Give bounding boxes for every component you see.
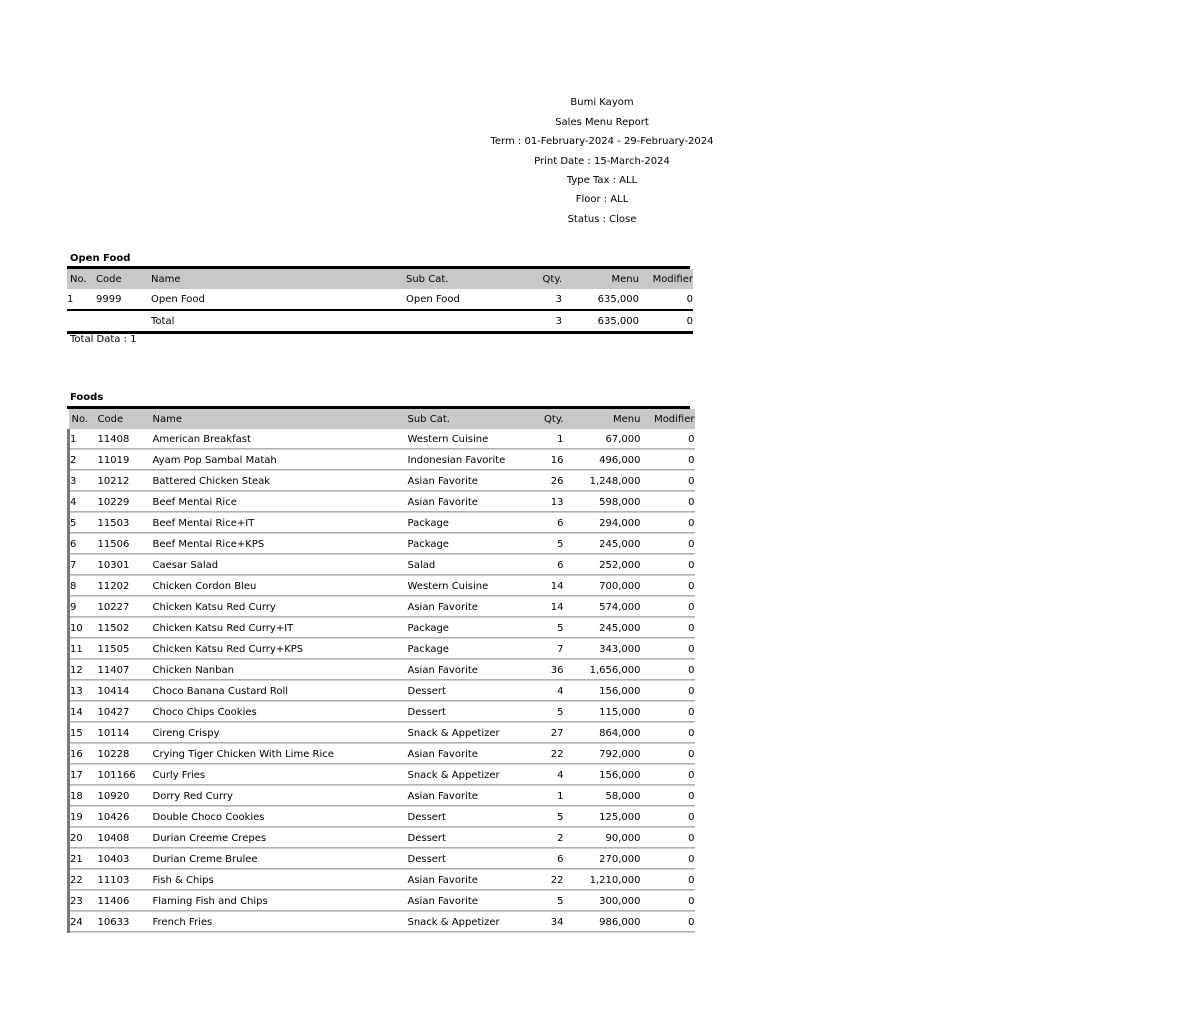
cell-name: Beef Mentai Rice (153, 492, 408, 513)
cell-menu: 496,000 (564, 450, 641, 471)
cell-qty: 6 (521, 849, 564, 870)
cell-menu: 986,000 (564, 912, 641, 933)
table-row (69, 618, 695, 639)
cell-no: 21 (69, 849, 98, 870)
cell-menu: 1,248,000 (564, 471, 641, 492)
cell-name: Cireng Crispy (153, 723, 408, 744)
cell-modifier: 0 (641, 492, 695, 513)
cell-name: Beef Mentai Rice+KPS (153, 534, 408, 555)
cell-menu: 270,000 (564, 849, 641, 870)
cell-modifier: 0 (641, 891, 695, 912)
cell-code: 10114 (98, 723, 153, 744)
cell-code: 11202 (98, 576, 153, 597)
cell-qty: 5 (521, 618, 564, 639)
cell-code: 11505 (98, 639, 153, 660)
col-code: Code (97, 413, 124, 425)
cell-modifier: 0 (641, 555, 695, 576)
cell-sub-cat: Dessert (408, 807, 521, 828)
print-date: Print Date : 15-March-2024 (534, 156, 670, 167)
cell-code: 10427 (98, 702, 153, 723)
cell-qty: 5 (521, 534, 564, 555)
cell-no: 7 (69, 555, 98, 576)
table-row (69, 744, 695, 765)
cell-sub-cat: Asian Favorite (408, 786, 521, 807)
col-modifier: Modifier (654, 413, 695, 425)
open-food-title: Open Food (70, 253, 131, 264)
col-name: Name (151, 273, 181, 285)
table-row (69, 660, 695, 681)
cell-code: 10212 (98, 471, 153, 492)
cell-modifier: 0 (686, 293, 693, 305)
cell-no: 3 (69, 471, 98, 492)
cell-sub-cat: Snack & Appetizer (408, 912, 521, 933)
cell-menu: 1,656,000 (564, 660, 641, 681)
foods-title: Foods (70, 392, 104, 403)
table-row (69, 492, 695, 513)
cell-name: Choco Chips Cookies (153, 702, 408, 723)
cell-name: Choco Banana Custard Roll (153, 681, 408, 702)
cell-no: 6 (69, 534, 98, 555)
cell-no: 23 (69, 891, 98, 912)
cell-qty: 14 (521, 576, 564, 597)
cell-no: 24 (69, 912, 98, 933)
cell-code: 10227 (98, 597, 153, 618)
cell-modifier: 0 (641, 534, 695, 555)
col-qty: Qty. (542, 273, 562, 285)
col-code: Code (96, 273, 122, 285)
cell-no: 1 (67, 293, 74, 305)
cell-modifier: 0 (641, 744, 695, 765)
cell-modifier: 0 (641, 681, 695, 702)
table-row (69, 807, 695, 828)
cell-sub-cat: Package (408, 639, 521, 660)
cell-sub-cat: Snack & Appetizer (408, 723, 521, 744)
cell-qty: 36 (521, 660, 564, 681)
cell-menu: 294,000 (564, 513, 641, 534)
cell-qty: 27 (521, 723, 564, 744)
cell-code: 10426 (98, 807, 153, 828)
cell-sub-cat: Asian Favorite (408, 744, 521, 765)
table-row (69, 828, 695, 849)
table-row (69, 429, 695, 450)
report-header (0, 0, 768, 240)
cell-modifier: 0 (641, 786, 695, 807)
cell-qty: 16 (521, 450, 564, 471)
cell-qty: 1 (521, 429, 564, 450)
cell-no: 20 (69, 828, 98, 849)
cell-modifier: 0 (641, 660, 695, 681)
table-row (69, 723, 695, 744)
company-name: Bumi Kayom (570, 97, 634, 108)
cell-name: Crying Tiger Chicken With Lime Rice (153, 744, 408, 765)
table-row (69, 681, 695, 702)
cell-menu: 792,000 (564, 744, 641, 765)
cell-modifier: 0 (641, 429, 695, 450)
col-sub-cat: Sub Cat. (407, 413, 450, 425)
cell-sub-cat: Asian Favorite (408, 471, 521, 492)
cell-no: 11 (69, 639, 98, 660)
cell-no: 8 (69, 576, 98, 597)
cell-sub-cat: Snack & Appetizer (408, 765, 521, 786)
cell-no: 18 (69, 786, 98, 807)
status-filter: Status : Close (567, 214, 637, 225)
cell-no: 16 (69, 744, 98, 765)
cell-sub-cat: Asian Favorite (408, 597, 521, 618)
table-row (67, 289, 693, 310)
report-term: Term : 01-February-2024 - 29-February-2024 (490, 136, 714, 147)
cell-modifier: 0 (641, 828, 695, 849)
cell-qty: 7 (521, 639, 564, 660)
cell-sub-cat: Dessert (408, 681, 521, 702)
cell-menu: 58,000 (564, 786, 641, 807)
cell-modifier: 0 (641, 639, 695, 660)
total-data-count: Total Data : 1 (70, 334, 137, 345)
cell-qty: 4 (521, 681, 564, 702)
col-menu: Menu (611, 273, 639, 285)
cell-name: Chicken Katsu Red Curry (153, 597, 408, 618)
cell-name: American Breakfast (153, 429, 408, 450)
col-modifier: Modifier (652, 273, 693, 285)
cell-code: 11408 (98, 429, 153, 450)
table-row (69, 471, 695, 492)
cell-name: Dorry Red Curry (153, 786, 408, 807)
cell-name: Double Choco Cookies (153, 807, 408, 828)
cell-sub-cat: Dessert (408, 849, 521, 870)
cell-menu: 700,000 (564, 576, 641, 597)
cell-code: 10408 (98, 828, 153, 849)
foods-table (67, 406, 695, 933)
table-row (69, 513, 695, 534)
cell-code: 9999 (96, 293, 122, 305)
cell-modifier: 0 (641, 618, 695, 639)
cell-no: 9 (69, 597, 98, 618)
col-menu: Menu (613, 413, 641, 425)
cell-name: Chicken Cordon Bleu (153, 576, 408, 597)
cell-no: 17 (69, 765, 98, 786)
cell-sub-cat: Western Cuisine (408, 576, 521, 597)
total-qty: 3 (519, 310, 562, 333)
cell-modifier: 0 (641, 723, 695, 744)
cell-sub-cat: Salad (408, 555, 521, 576)
cell-qty: 6 (521, 513, 564, 534)
cell-code: 11406 (98, 891, 153, 912)
cell-sub-cat: Asian Favorite (408, 660, 521, 681)
cell-modifier: 0 (641, 597, 695, 618)
cell-code: 10228 (98, 744, 153, 765)
cell-name: Flaming Fish and Chips (153, 891, 408, 912)
cell-name: Chicken Katsu Red Curry+IT (153, 618, 408, 639)
total-modifier: 0 (639, 310, 693, 333)
table-row (69, 912, 695, 933)
cell-sub-cat: Dessert (408, 828, 521, 849)
cell-modifier: 0 (641, 807, 695, 828)
cell-menu: 245,000 (564, 534, 641, 555)
cell-qty: 26 (521, 471, 564, 492)
floor-filter: Floor : ALL (575, 194, 629, 205)
cell-menu: 125,000 (564, 807, 641, 828)
cell-modifier: 0 (641, 765, 695, 786)
table-row (69, 891, 695, 912)
cell-menu: 300,000 (564, 891, 641, 912)
cell-name: Curly Fries (153, 765, 408, 786)
table-row (69, 450, 695, 471)
cell-no: 14 (69, 702, 98, 723)
cell-qty: 13 (521, 492, 564, 513)
table-row (69, 576, 695, 597)
cell-qty: 6 (521, 555, 564, 576)
cell-name: Beef Mentai Rice+IT (153, 513, 408, 534)
col-no: No. (71, 413, 89, 425)
table-header-row (67, 269, 693, 289)
cell-name: Battered Chicken Steak (153, 471, 408, 492)
cell-code: 10414 (98, 681, 153, 702)
table-row (69, 870, 695, 891)
cell-sub-cat: Western Cuisine (408, 429, 521, 450)
cell-modifier: 0 (641, 849, 695, 870)
cell-sub-cat: Asian Favorite (408, 492, 521, 513)
cell-qty: 3 (555, 293, 562, 305)
cell-menu: 635,000 (597, 293, 639, 305)
cell-no: 4 (69, 492, 98, 513)
cell-menu: 343,000 (564, 639, 641, 660)
cell-modifier: 0 (641, 912, 695, 933)
cell-no: 2 (69, 450, 98, 471)
cell-menu: 252,000 (564, 555, 641, 576)
cell-sub-cat: Indonesian Favorite (408, 450, 521, 471)
cell-qty: 14 (521, 597, 564, 618)
col-qty: Qty. (544, 413, 564, 425)
table-row (69, 702, 695, 723)
cell-sub-cat: Package (408, 534, 521, 555)
table-row (69, 597, 695, 618)
cell-qty: 5 (521, 807, 564, 828)
cell-code: 11103 (98, 870, 153, 891)
col-sub-cat: Sub Cat. (406, 273, 449, 285)
cell-sub-cat: Package (408, 618, 521, 639)
cell-name: Fish & Chips (153, 870, 408, 891)
cell-name: Ayam Pop Sambal Matah (153, 450, 408, 471)
cell-code: 101166 (98, 765, 153, 786)
cell-sub-cat: Open Food (406, 293, 460, 305)
cell-qty: 22 (521, 870, 564, 891)
cell-sub-cat: Asian Favorite (408, 870, 521, 891)
cell-qty: 5 (521, 702, 564, 723)
cell-no: 19 (69, 807, 98, 828)
cell-menu: 115,000 (564, 702, 641, 723)
cell-name: Durian Creme Brulee (153, 849, 408, 870)
table-row (69, 849, 695, 870)
cell-menu: 156,000 (564, 765, 641, 786)
col-no: No. (70, 273, 87, 285)
cell-name: Open Food (151, 293, 205, 305)
cell-name: Chicken Katsu Red Curry+KPS (153, 639, 408, 660)
cell-modifier: 0 (641, 870, 695, 891)
cell-code: 10229 (98, 492, 153, 513)
cell-modifier: 0 (641, 702, 695, 723)
table-row (69, 639, 695, 660)
table-row (69, 534, 695, 555)
cell-code: 10301 (98, 555, 153, 576)
cell-menu: 864,000 (564, 723, 641, 744)
cell-name: Caesar Salad (153, 555, 408, 576)
cell-modifier: 0 (641, 576, 695, 597)
cell-code: 11506 (98, 534, 153, 555)
cell-name: Durian Creeme Crepes (153, 828, 408, 849)
total-row (67, 310, 693, 333)
cell-menu: 574,000 (564, 597, 641, 618)
total-label: Total (151, 310, 406, 333)
cell-modifier: 0 (641, 513, 695, 534)
cell-code: 10633 (98, 912, 153, 933)
total-menu: 635,000 (562, 310, 639, 333)
cell-code: 11019 (98, 450, 153, 471)
open-food-table (67, 266, 693, 334)
cell-qty: 22 (521, 744, 564, 765)
table-row (69, 765, 695, 786)
cell-qty: 2 (521, 828, 564, 849)
cell-no: 15 (69, 723, 98, 744)
cell-name: Chicken Nanban (153, 660, 408, 681)
cell-qty: 4 (521, 765, 564, 786)
cell-name: French Fries (153, 912, 408, 933)
cell-menu: 245,000 (564, 618, 641, 639)
cell-no: 13 (69, 681, 98, 702)
cell-modifier: 0 (641, 450, 695, 471)
cell-no: 22 (69, 870, 98, 891)
table-header-row (69, 409, 695, 429)
cell-code: 10403 (98, 849, 153, 870)
cell-menu: 90,000 (564, 828, 641, 849)
cell-sub-cat: Package (408, 513, 521, 534)
cell-code: 11503 (98, 513, 153, 534)
cell-code: 10920 (98, 786, 153, 807)
cell-qty: 5 (521, 891, 564, 912)
col-name: Name (152, 413, 183, 425)
table-row (69, 555, 695, 576)
cell-no: 1 (69, 429, 98, 450)
cell-menu: 598,000 (564, 492, 641, 513)
cell-menu: 1,210,000 (564, 870, 641, 891)
cell-code: 11502 (98, 618, 153, 639)
report-title: Sales Menu Report (555, 117, 649, 128)
cell-sub-cat: Dessert (408, 702, 521, 723)
cell-qty: 34 (521, 912, 564, 933)
cell-no: 5 (69, 513, 98, 534)
cell-menu: 156,000 (564, 681, 641, 702)
cell-sub-cat: Asian Favorite (408, 891, 521, 912)
table-row (69, 786, 695, 807)
cell-qty: 1 (521, 786, 564, 807)
cell-no: 10 (69, 618, 98, 639)
cell-modifier: 0 (641, 471, 695, 492)
type-tax: Type Tax : ALL (566, 175, 638, 186)
cell-menu: 67,000 (564, 429, 641, 450)
cell-no: 12 (69, 660, 98, 681)
cell-code: 11407 (98, 660, 153, 681)
